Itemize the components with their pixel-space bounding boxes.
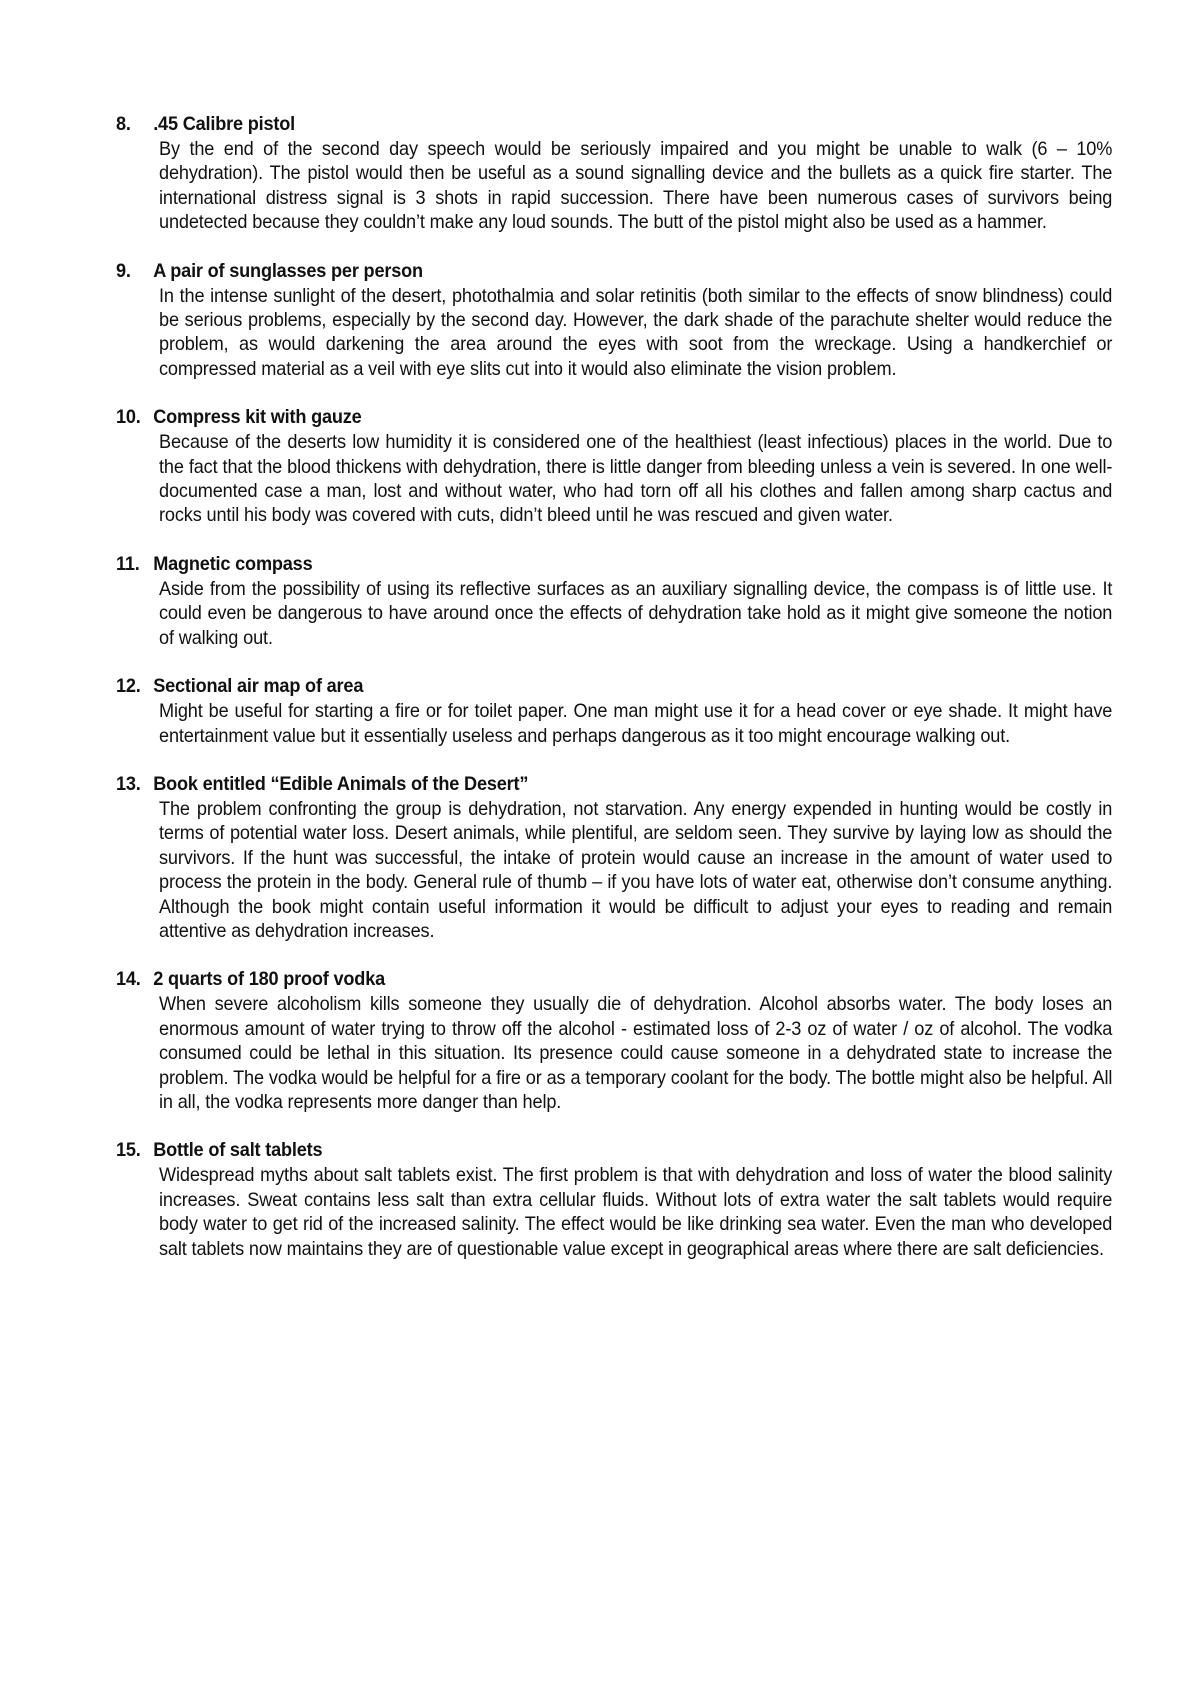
item-description-text: Might be useful for starting a fire or for toilet paper. One man might use it for a head cover or eye shade. It might have entertainment value but it essentially useless and perhaps dangerous as it too might encourage walking out. [159,700,1113,747]
list-item-book [116,772,1116,943]
item-title: A pair of sunglasses per person [153,259,423,282]
item-title: Compress kit with gauze [153,406,362,429]
item-title: Sectional air map of area [153,675,364,698]
item-heading [116,674,1046,699]
list-item-sunglasses [116,259,1116,382]
item-number: 13. [116,772,141,795]
list-item-salt-tablets [116,1138,1116,1261]
list-item-pistol [116,112,1116,235]
item-description [159,577,1112,650]
item-title: .45 Calibre pistol [153,113,295,135]
item-description-text: When severe alcoholism kills someone they usually die of dehydration. Alcohol absorbs water. The body loses an enormous amount of water trying to throw off the alcohol - estimated loss of 2-3 oz of water / oz of alcohol. The vodka consumed could be lethal in this situation. Its presence could cause someone in a dehydrated state to increase the problem. The vodka would be helpful for a fire or as a temporary coolant for the body. The bottle might also be helpful. All in all, the vodka represents more danger than help. [159,993,1113,1113]
item-description [159,797,1112,943]
item-description-text: Aside from the possibility of using its reflective surfaces as an auxiliary signalling device, the compass is of little use. It could even be dangerous to have around once the effects of dehydration take hold as it might give someone the notion of walking out. [159,577,1113,649]
item-heading [116,405,1046,430]
item-description-text: Because of the deserts low humidity it is considered one of the healthiest (least infectious) places in the world. Due to the fact that the blood thickens with dehydration, there is little danger from bleeding unless a vein is severed. In one well-documented case a man, lost and without water, who had torn off all his clothes and fallen among sharp cactus and rocks until his body was covered with cuts, didn’t bleed until he was rescued and given water. [159,431,1113,527]
item-description-text: The problem confronting the group is dehydration, not starvation. Any energy expended in hunting would be costly in terms of potential water loss. Desert animals, while plentiful, are seldom seen. They survive by laying low as should the survivors. If the hunt was successful, the intake of protein would cause an increase in the amount of water used to process the protein in the body. General rule of thumb – if you have lots of water eat, otherwise don’t consume anything. Although the book might contain useful information it would be difficult to adjust your eyes to reading and remain attentive as dehydration increases. [159,797,1113,942]
item-title: 2 quarts of 180 proof vodka [153,968,386,991]
list-item-compass [116,552,1116,650]
item-heading [116,1138,1046,1163]
item-heading [116,259,1046,284]
item-number: 14. [116,968,141,991]
item-number: 11. [116,552,140,575]
item-title: Bottle of salt tablets [153,1139,323,1162]
list-item-vodka [116,967,1116,1114]
item-description [159,699,1112,748]
item-description [159,137,1112,235]
item-description [159,992,1112,1114]
item-heading [116,772,1046,797]
item-description-text: By the end of the second day speech would be seriously impaired and you might be unable to walk (6 – 10% dehydration). The pistol would then be useful as a sound signalling device and the bullets as a quick fire starter. The international distress signal is 3 shots in rapid succession. There have been numerous cases of survivors being undetected because they couldn’t make any loud sounds. The butt of the pistol might also be used as a hammer. [159,138,1113,234]
item-description [159,284,1112,382]
item-title: Magnetic compass [153,552,313,575]
item-description-text: Widespread myths about salt tablets exist. The first problem is that with dehydration and loss of water the blood salinity increases. Sweat contains less salt than extra cellular fluids. Without lots of extra water the salt tablets would require body water to get rid of the increased salinity. The effect would be like drinking sea water. Even the man who developed salt tablets now maintains they are of questionable value except in geographical areas where there are salt deficiencies. [159,1164,1113,1260]
item-heading [116,112,1046,137]
numbered-item-list [116,112,1116,1285]
item-title: Book entitled “Edible Animals of the Desert” [153,772,529,795]
item-number: 12. [116,675,141,698]
item-number: 8. [116,113,131,135]
item-description-text: In the intense sunlight of the desert, photothalmia and solar retinitis (both similar to the effects of snow blindness) could be serious problems, especially by the second day. However, the dark shade of the parachute shelter would reduce the problem, as would darkening the area around the eyes with soot from the wreckage. Using a handkerchief or compressed material as a veil with eye slits cut into it would also eliminate the vision problem. [159,284,1113,380]
item-description [159,1163,1112,1261]
list-item-air-map [116,674,1116,748]
list-item-compress-kit [116,405,1116,528]
item-number: 9. [116,259,131,282]
item-heading [116,967,1046,992]
item-description [159,430,1112,528]
item-number: 15. [116,1139,141,1162]
item-heading [116,552,1046,577]
item-number: 10. [116,406,141,429]
